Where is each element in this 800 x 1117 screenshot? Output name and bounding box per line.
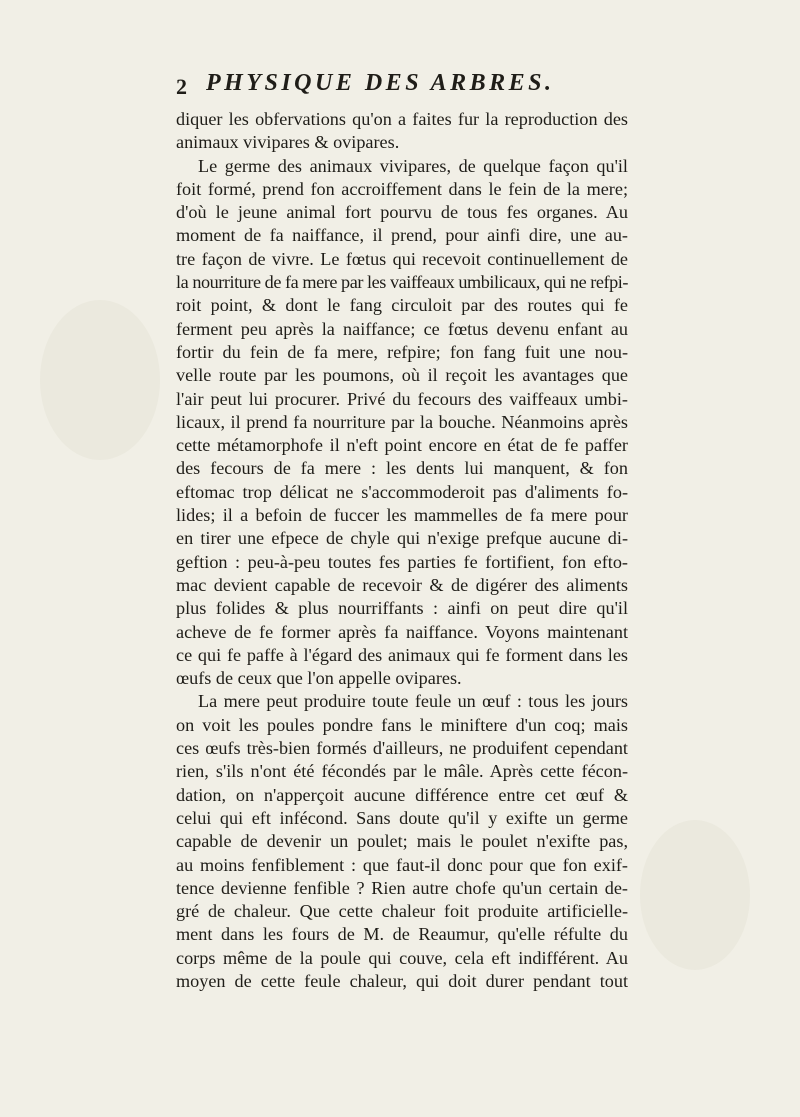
text-line: animaux vivipares & ovipares. [176, 132, 400, 153]
text-line: au moins fenfiblement : que faut-il donc pour que fon exif- [176, 854, 628, 875]
paper-stain [40, 300, 160, 460]
text-line: gré de chaleur. Que cette chaleur foit produite artificielle- [176, 901, 628, 922]
text-line: fortir du fein de fa mere, refpire; fon fang fuit une nou- [176, 341, 628, 362]
text-line: acheve de fe former après fa naiffance. Voyons maintenant [176, 621, 628, 642]
text-line: geftion : peu-à-peu toutes fes parties fe fortifient, fon efto- [176, 551, 628, 572]
text-line: dation, on n'apperçoit aucune différence entre cet œuf & [176, 784, 628, 805]
text-line: moyen de cette feule chaleur, qui doit durer pendant tout [176, 970, 628, 991]
text-line: velle route par les poumons, où il reçoit les avantages que [176, 365, 628, 386]
text-line: des fecours de fa mere : les dents lui manquent, & fon [176, 458, 628, 479]
text-line: on voit les poules pondre fans le miniftere d'un coq; mais [176, 714, 628, 735]
text-line: mac devient capable de recevoir & de digérer des aliments [176, 574, 628, 595]
text-line: tence devienne fenfible ? Rien autre chofe qu'un certain de- [176, 877, 628, 898]
text-line: corps même de la poule qui couve, cela eft indifférent. Au [176, 947, 628, 968]
text-line: lides; il a befoin de fuccer les mammelles de fa mere pour [176, 505, 628, 526]
text-line: diquer les obfervations qu'on a faites fur la reproduction des [176, 109, 628, 129]
running-title: PHYSIQUE DES ARBRES. [206, 70, 555, 96]
text-line: la nourriture de fa mere par les vaiffeaux umbilicaux, qui ne refpi- [176, 272, 628, 293]
text-line: celui qui eft infécond. Sans doute qu'il y exifte un germe [176, 807, 628, 828]
paper-stain [640, 820, 750, 970]
paragraph-start-line: Le germe des animaux vivipares, de quelque façon qu'il [198, 155, 628, 176]
page-number: 2 [176, 74, 187, 99]
text-line: moment de fa naiffance, il prend, pour ainfi dire, une au- [176, 225, 628, 246]
body-text [176, 108, 628, 993]
text-line: eftomac trop délicat ne s'accommoderoit pas d'aliments fo- [176, 481, 628, 502]
text-line: ce qui fe paffe à l'égard des animaux qui fe forment dans les [176, 644, 628, 665]
text-line: œufs de ceux que l'on appelle ovipares. [176, 668, 462, 689]
text-line: rien, s'ils n'ont été fécondés par le mâle. Après cette fécon- [176, 761, 628, 782]
text-line: licaux, il prend fa nourriture par la bouche. Néanmoins après [176, 411, 628, 432]
text-line: roit point, & dont le fang circuloit par des routes qui fe [176, 295, 628, 316]
text-line: ment dans les fours de M. de Reaumur, qu'elle réfulte du [176, 924, 628, 945]
text-line: d'où le jeune animal fort pourvu de tous fes organes. Au [176, 202, 628, 223]
text-line: ferment peu après la naiffance; ce fœtus devenu enfant au [176, 318, 628, 339]
text-line: capable de devenir un poulet; mais le poulet n'exifte pas, [176, 831, 628, 852]
text-line: l'air peut lui procurer. Privé du fecours des vaiffeaux umbi- [176, 388, 628, 409]
text-line: tre façon de vivre. Le fœtus qui recevoit continuellement de [176, 248, 628, 269]
page-header [176, 70, 636, 102]
text-line: ces œufs très-bien formés d'ailleurs, ne produifent cependant [176, 738, 628, 759]
paragraph-start-line: La mere peut produire toute feule un œuf : tous les jours [198, 691, 628, 712]
text-line: en tirer une efpece de chyle qui n'exige prefque aucune di- [176, 528, 628, 549]
text-line: plus folides & plus nourriffants : ainfi on peut dire qu'il [176, 598, 628, 619]
text-line: cette métamorphofe il n'eft point encore en état de fe paffer [176, 435, 628, 456]
text-line: foit formé, prend fon accroiffement dans le fein de la mere; [176, 178, 628, 199]
